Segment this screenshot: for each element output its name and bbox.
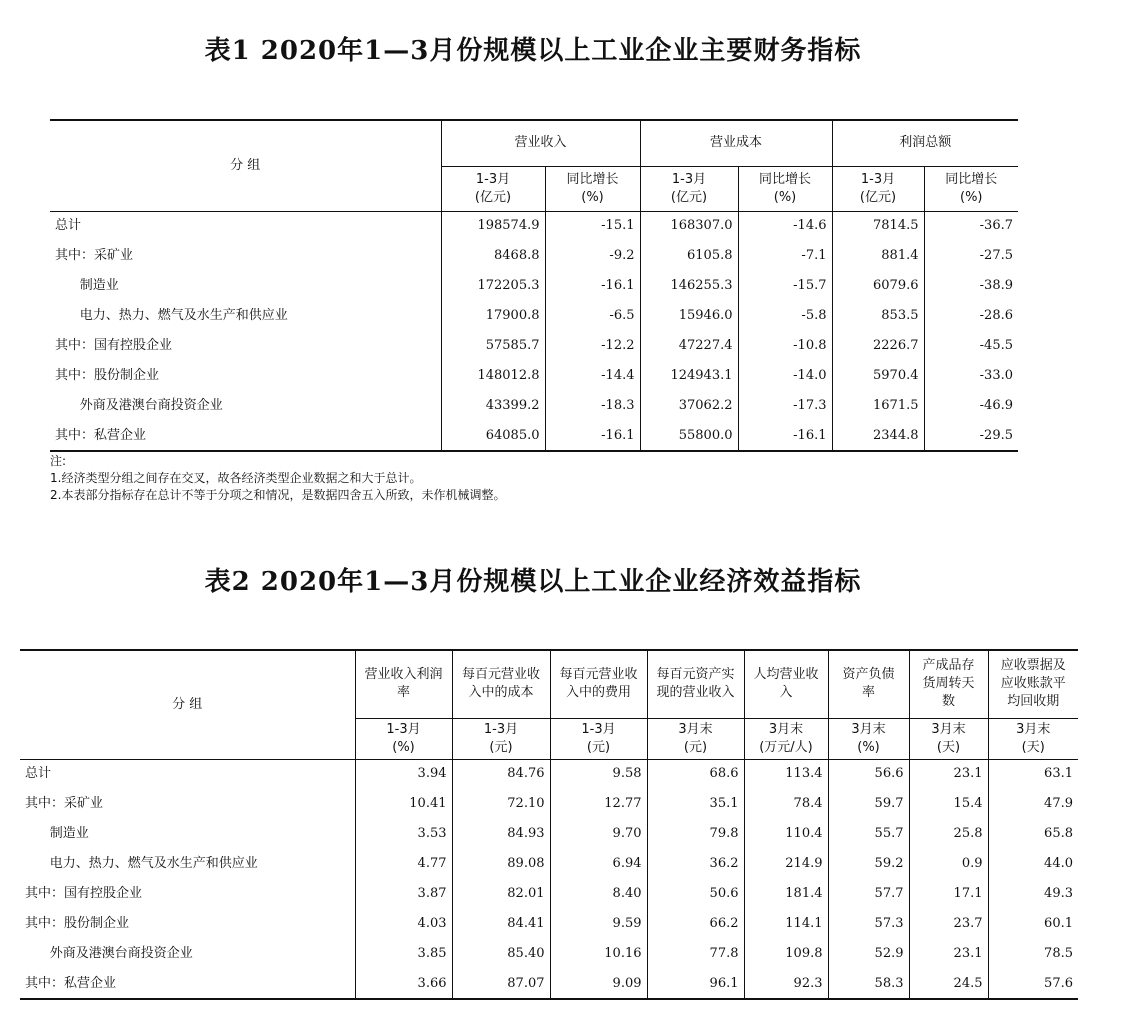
table-cell: 3.94 <box>355 759 452 789</box>
row-label: 其中：采矿业 <box>25 796 104 811</box>
row-label: 制造业 <box>55 278 119 293</box>
table-cell: 59.2 <box>828 849 909 879</box>
table-cell: -36.7 <box>924 211 1018 241</box>
row-label: 其中：采矿业 <box>55 248 134 263</box>
table-cell: 8.40 <box>550 879 647 909</box>
row-label: 制造业 <box>25 826 89 841</box>
table-cell: 24.5 <box>909 969 988 999</box>
column-header: 人均营业收 入 <box>744 650 828 718</box>
table-cell: 84.76 <box>452 759 550 789</box>
column-header: 每百元营业收 入中的成本 <box>452 650 550 718</box>
table-cell: -46.9 <box>924 391 1018 421</box>
table-cell: 55.7 <box>828 819 909 849</box>
table-cell: 79.8 <box>647 819 744 849</box>
table-cell: 6105.8 <box>640 241 738 271</box>
table-cell: -18.3 <box>545 391 640 421</box>
table-cell: 89.08 <box>452 849 550 879</box>
col-group-profit: 利润总额 <box>832 120 1018 166</box>
table-cell: 23.1 <box>909 939 988 969</box>
column-unit-header: 3月末 (万元/人) <box>744 718 828 759</box>
table-cell: 114.1 <box>744 909 828 939</box>
table-cell: -14.6 <box>738 211 832 241</box>
table-cell: 9.09 <box>550 969 647 999</box>
table-cell: 881.4 <box>832 241 924 271</box>
column-header: 资产负债 率 <box>828 650 909 718</box>
table-cell: 9.70 <box>550 819 647 849</box>
table-cell: 64085.0 <box>441 421 545 451</box>
table-cell: -7.1 <box>738 241 832 271</box>
subheader-period: 1-3月 (亿元) <box>832 166 924 211</box>
table-cell: 37062.2 <box>640 391 738 421</box>
column-unit-header: 3月末 (天) <box>909 718 988 759</box>
table-row <box>50 271 1018 301</box>
column-unit-header: 1-3月 (%) <box>355 718 452 759</box>
table-cell: 148012.8 <box>441 361 545 391</box>
table-cell: 43399.2 <box>441 391 545 421</box>
table-row <box>50 211 1018 241</box>
table-cell: 6.94 <box>550 849 647 879</box>
table-cell: 50.6 <box>647 879 744 909</box>
table-cell: 9.58 <box>550 759 647 789</box>
row-label: 其中：股份制企业 <box>55 368 160 383</box>
table-cell: 84.41 <box>452 909 550 939</box>
column-unit-header: 3月末 (%) <box>828 718 909 759</box>
table-cell: -28.6 <box>924 301 1018 331</box>
column-header: 每百元营业收 入中的费用 <box>550 650 647 718</box>
table-cell: -16.1 <box>545 421 640 451</box>
table-row <box>50 241 1018 271</box>
table-cell: -33.0 <box>924 361 1018 391</box>
column-unit-header: 1-3月 (元) <box>550 718 647 759</box>
row-label: 外商及港澳台商投资企业 <box>25 946 193 961</box>
table-cell: 77.8 <box>647 939 744 969</box>
table-cell: -14.4 <box>545 361 640 391</box>
column-header: 应收票据及 应收账款平 均回收期 <box>988 650 1078 718</box>
table-cell: 87.07 <box>452 969 550 999</box>
column-header: 营业收入利润 率 <box>355 650 452 718</box>
table-cell: -15.1 <box>545 211 640 241</box>
table-row <box>50 391 1018 421</box>
subheader-growth: 同比增长 (%) <box>545 166 640 211</box>
table-cell: 84.93 <box>452 819 550 849</box>
table-cell: 47.9 <box>988 789 1078 819</box>
col-group-cost: 营业成本 <box>640 120 832 166</box>
table-cell: 44.0 <box>988 849 1078 879</box>
row-label: 外商及港澳台商投资企业 <box>55 398 223 413</box>
table-cell: 17900.8 <box>441 301 545 331</box>
table-cell: 15946.0 <box>640 301 738 331</box>
table-cell: 58.3 <box>828 969 909 999</box>
row-label: 其中：国有控股企业 <box>25 886 143 901</box>
notes-heading: 注: <box>50 454 67 468</box>
row-label: 电力、热力、燃气及水生产和供应业 <box>55 308 288 323</box>
table-cell: -5.8 <box>738 301 832 331</box>
financial-indicators-table <box>50 119 1018 452</box>
row-label: 其中：私营企业 <box>55 427 147 443</box>
table-cell: -9.2 <box>545 241 640 271</box>
table-cell: 25.8 <box>909 819 988 849</box>
table-cell: 57.7 <box>828 879 909 909</box>
efficiency-indicators-table <box>20 649 1078 1000</box>
subheader-period: 1-3月 (亿元) <box>640 166 738 211</box>
table-cell: 1671.5 <box>832 391 924 421</box>
table-cell: 59.7 <box>828 789 909 819</box>
table-row <box>20 879 1078 909</box>
table-cell: 85.40 <box>452 939 550 969</box>
table-cell: 23.1 <box>909 759 988 789</box>
row-label: 电力、热力、燃气及水生产和供应业 <box>25 856 258 871</box>
group-header: 分 组 <box>50 120 441 211</box>
table-cell: 110.4 <box>744 819 828 849</box>
table-row <box>50 421 1018 451</box>
table-cell: 5970.4 <box>832 361 924 391</box>
table-cell: 15.4 <box>909 789 988 819</box>
table-cell: -12.2 <box>545 331 640 361</box>
row-label: 其中：国有控股企业 <box>55 338 173 353</box>
column-unit-header: 3月末 (天) <box>988 718 1078 759</box>
table-cell: 124943.1 <box>640 361 738 391</box>
table-row <box>20 849 1078 879</box>
note-1: 1.经济类型分组之间存在交叉，故各经济类型企业数据之和大于总计。 <box>50 471 422 485</box>
table-cell: 72.10 <box>452 789 550 819</box>
table-cell: 65.8 <box>988 819 1078 849</box>
table-cell: -38.9 <box>924 271 1018 301</box>
table-cell: 17.1 <box>909 879 988 909</box>
table-cell: 57.6 <box>988 969 1078 999</box>
table-cell: 0.9 <box>909 849 988 879</box>
table-cell: 56.6 <box>828 759 909 789</box>
column-header: 产成品存 货周转天 数 <box>909 650 988 718</box>
table-cell: 9.59 <box>550 909 647 939</box>
table-cell: 181.4 <box>744 879 828 909</box>
table-cell: 4.03 <box>355 909 452 939</box>
group-header: 分 组 <box>20 650 355 759</box>
table2-title: 表2 2020年1—3月份规模以上工业企业经济效益指标 <box>204 567 862 597</box>
table-cell: 82.01 <box>452 879 550 909</box>
table-row <box>20 939 1078 969</box>
column-header: 每百元资产实 现的营业收入 <box>647 650 744 718</box>
table-cell: 198574.9 <box>441 211 545 241</box>
table-cell: 3.85 <box>355 939 452 969</box>
table-cell: 214.9 <box>744 849 828 879</box>
table-cell: 55800.0 <box>640 421 738 451</box>
table-row <box>20 789 1078 819</box>
table-cell: -14.0 <box>738 361 832 391</box>
column-unit-header: 3月末 (元) <box>647 718 744 759</box>
row-label: 其中：股份制企业 <box>25 916 130 931</box>
table-cell: 66.2 <box>647 909 744 939</box>
table-row <box>50 301 1018 331</box>
table-cell: 168307.0 <box>640 211 738 241</box>
table-cell: 3.66 <box>355 969 452 999</box>
table-cell: 36.2 <box>647 849 744 879</box>
table-cell: 109.8 <box>744 939 828 969</box>
table-cell: 113.4 <box>744 759 828 789</box>
table-cell: 60.1 <box>988 909 1078 939</box>
table-cell: -17.3 <box>738 391 832 421</box>
table-cell: -10.8 <box>738 331 832 361</box>
table-cell: 47227.4 <box>640 331 738 361</box>
table-cell: 23.7 <box>909 909 988 939</box>
subheader-period: 1-3月 (亿元) <box>441 166 545 211</box>
column-unit-header: 1-3月 (元) <box>452 718 550 759</box>
table-cell: 92.3 <box>744 969 828 999</box>
table-cell: -15.7 <box>738 271 832 301</box>
table-cell: -45.5 <box>924 331 1018 361</box>
table-cell: -29.5 <box>924 421 1018 451</box>
table-cell: 7814.5 <box>832 211 924 241</box>
table-cell: 63.1 <box>988 759 1078 789</box>
table-row <box>20 819 1078 849</box>
table-cell: 8468.8 <box>441 241 545 271</box>
row-label: 总计 <box>25 766 52 782</box>
table-cell: 2344.8 <box>832 421 924 451</box>
table-cell: 146255.3 <box>640 271 738 301</box>
table-cell: 96.1 <box>647 969 744 999</box>
table-cell: 853.5 <box>832 301 924 331</box>
table-row <box>20 969 1078 999</box>
subheader-growth: 同比增长 (%) <box>738 166 832 211</box>
col-group-revenue: 营业收入 <box>441 120 640 166</box>
table-cell: 2226.7 <box>832 331 924 361</box>
table-cell: 35.1 <box>647 789 744 819</box>
note-2: 2.本表部分指标存在总计不等于分项之和情况，是数据四舍五入所致，未作机械调整。 <box>50 488 506 502</box>
table-cell: 78.4 <box>744 789 828 819</box>
table-row <box>20 759 1078 789</box>
table-cell: 10.16 <box>550 939 647 969</box>
table-cell: -27.5 <box>924 241 1018 271</box>
table-cell: 68.6 <box>647 759 744 789</box>
table1-title: 表1 2020年1—3月份规模以上工业企业主要财务指标 <box>204 36 862 66</box>
table1-notes <box>50 453 505 504</box>
table-cell: 3.87 <box>355 879 452 909</box>
table-cell: 4.77 <box>355 849 452 879</box>
table-cell: 52.9 <box>828 939 909 969</box>
table-cell: 57.3 <box>828 909 909 939</box>
table-cell: 3.53 <box>355 819 452 849</box>
table-row <box>50 361 1018 391</box>
table-cell: 6079.6 <box>832 271 924 301</box>
table-cell: -6.5 <box>545 301 640 331</box>
table-cell: 78.5 <box>988 939 1078 969</box>
table-cell: 49.3 <box>988 879 1078 909</box>
table-cell: 172205.3 <box>441 271 545 301</box>
row-label: 其中：私营企业 <box>25 975 117 991</box>
table-cell: -16.1 <box>545 271 640 301</box>
table-cell: -16.1 <box>738 421 832 451</box>
table-cell: 57585.7 <box>441 331 545 361</box>
subheader-growth: 同比增长 (%) <box>924 166 1018 211</box>
table-cell: 12.77 <box>550 789 647 819</box>
table-row <box>20 909 1078 939</box>
table-cell: 10.41 <box>355 789 452 819</box>
table-row <box>50 331 1018 361</box>
row-label: 总计 <box>55 218 82 234</box>
